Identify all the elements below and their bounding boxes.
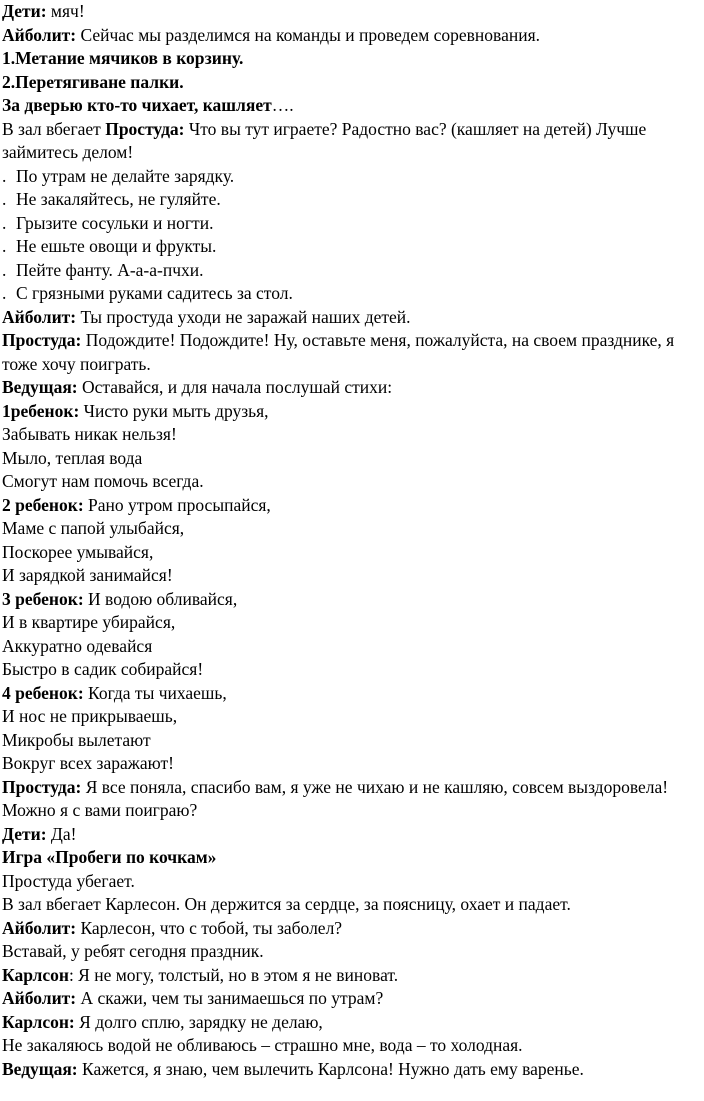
- list-item: [2, 235, 702, 259]
- line-child-3: [2, 588, 702, 612]
- line-text: Кажется, я знаю, чем вылечить Карлсона! Нужно дать ему варенье.: [77, 1058, 584, 1079]
- poem-line: И нос не прикрываешь,: [2, 706, 178, 726]
- speaker: Айболит:: [2, 917, 77, 938]
- line-text: : Я не могу, толстый, но в этом я не виноват.: [68, 964, 399, 985]
- poem-line: Мыло, теплая вода: [2, 447, 143, 468]
- line-sneezing-behind-door: [2, 94, 702, 118]
- heading-game: Игра «Пробеги по кочкам»: [2, 847, 217, 867]
- line-child-1: [2, 400, 702, 424]
- line-text: Сейчас мы разделимся на команды и проведем соревнования.: [76, 24, 541, 45]
- line-text: Подождите! Подождите! Ну, оставьте меня, пожалуйста, на своем празднике, я: [81, 330, 675, 350]
- list-item-text: Пейте фанту. А-а-а-пчхи.: [16, 259, 204, 280]
- heading-stick-pulling: 2.Перетягиване палки.: [2, 71, 184, 92]
- line-host-jam: [2, 1058, 702, 1082]
- list-item-text: С грязными руками садитесь за стол.: [16, 283, 293, 303]
- list-item: [2, 165, 702, 189]
- speaker: Дети:: [2, 823, 47, 844]
- speaker: 3 ребенок:: [2, 588, 84, 609]
- line-cold-enters: [2, 118, 702, 142]
- line-aibolit-teams: [2, 24, 702, 48]
- line-text: Когда ты чихаешь,: [83, 682, 227, 703]
- poem-line: Микробы вылетают: [2, 729, 151, 750]
- line-text: Карлесон, что с тобой, ты заболел?: [76, 917, 343, 938]
- line-child-4: [2, 682, 702, 706]
- list-item-text: Не закаляйтесь, не гуляйте.: [16, 189, 221, 209]
- bullet-mark: .: [2, 236, 7, 256]
- line-text: Оставайся, и для начала послушай стихи:: [77, 377, 393, 397]
- bullet-mark: .: [2, 283, 7, 303]
- line-text: Что вы тут играете? Радостно вас? (кашляет на детей) Лучше: [184, 118, 647, 139]
- speaker: Простуда:: [2, 330, 82, 350]
- list-item: [2, 188, 702, 212]
- list-item: [2, 212, 702, 236]
- line-aibolit-carlson: [2, 917, 702, 941]
- line-continuation: Не закаляюсь водой не обливаюсь – страшно мне, вода – то холодная.: [2, 1035, 523, 1055]
- line-host-poems: [2, 376, 702, 400]
- line-continuation: тоже хочу поиграть.: [2, 353, 151, 374]
- speaker: Ведущая:: [2, 377, 78, 397]
- speaker: 4 ребенок:: [2, 682, 84, 703]
- stage-direction: Простуда убегает.: [2, 870, 135, 891]
- line-aibolit-mornings: [2, 987, 702, 1011]
- line-text: И водою обливайся,: [83, 588, 238, 609]
- list-item-text: Грызите сосульки и ногти.: [16, 212, 214, 233]
- bullet-mark: .: [2, 259, 7, 280]
- line-cold-recovered: [2, 776, 702, 800]
- bullet-mark: .: [2, 212, 7, 233]
- stage-direction: В зал вбегает Карлесон. Он держится за сердце, за поясницу, охает и падает.: [2, 894, 571, 914]
- poem-line: Смогут нам помочь всегда.: [2, 471, 204, 491]
- list-item: [2, 259, 702, 283]
- line-cold-wait: [2, 329, 702, 353]
- speaker: 2 ребенок:: [2, 494, 84, 515]
- speaker: Простуда:: [2, 776, 82, 797]
- line-text: Рано утром просыпайся,: [83, 494, 271, 515]
- poem-line: Быстро в садик собирайся!: [2, 659, 204, 679]
- bullet-mark: .: [2, 165, 7, 186]
- line-text: А скажи, чем ты занимаешься по утрам?: [76, 988, 384, 1008]
- line-continuation: Вставай, у ребят сегодня праздник.: [2, 941, 264, 961]
- line-text: Я долго сплю, зарядку не делаю,: [74, 1011, 323, 1032]
- stage-direction: За дверью кто-то чихает, кашляет: [2, 95, 272, 115]
- line-text: мяч!: [46, 1, 85, 21]
- line-text: Я все поняла, спасибо вам, я уже не чихаю и не кашляю, совсем выздоровела!: [81, 776, 669, 797]
- ellipsis: ….: [271, 95, 294, 115]
- poem-line: Маме с папой улыбайся,: [2, 518, 185, 538]
- poem-line: И зарядкой занимайся!: [2, 565, 173, 585]
- bullet-mark: .: [2, 189, 7, 209]
- speaker: 1ребенок:: [2, 400, 80, 421]
- line-text: Чисто руки мыть друзья,: [79, 400, 269, 421]
- line-carlson-cannot: [2, 964, 702, 988]
- speaker: Айболит:: [2, 24, 77, 45]
- speaker: Карлсон: [2, 964, 69, 985]
- speaker: Карлсон:: [2, 1011, 75, 1032]
- speaker: Айболит:: [2, 306, 77, 327]
- list-item: [2, 282, 702, 306]
- poem-line: Аккуратно одевайся: [2, 635, 153, 656]
- heading-ball-throwing: 1.Метание мячиков в корзину.: [2, 48, 244, 68]
- line-continuation: займитесь делом!: [2, 142, 134, 162]
- speaker: Ведущая:: [2, 1058, 78, 1079]
- line-child-2: [2, 494, 702, 518]
- line-carlson-sleep: [2, 1011, 702, 1035]
- list-item-text: По утрам не делайте зарядку.: [16, 165, 235, 186]
- list-item-text: Не ешьте овощи и фрукты.: [16, 236, 217, 256]
- line-children-yes: [2, 823, 702, 847]
- poem-line: Забывать никак нельзя!: [2, 424, 177, 444]
- poem-line: Поскорее умывайся,: [2, 541, 154, 562]
- line-text: Ты простуда уходи не заражай наших детей.: [76, 306, 411, 327]
- speaker: Простуда:: [105, 118, 185, 139]
- line-continuation: Можно я с вами поиграю?: [2, 800, 198, 820]
- line-children-ball: [2, 0, 702, 24]
- speaker: Айболит:: [2, 988, 77, 1008]
- line-prefix: В зал вбегает: [2, 118, 106, 139]
- poem-line: И в квартире убирайся,: [2, 612, 176, 632]
- line-aibolit-cold-leave: [2, 306, 702, 330]
- poem-line: Вокруг всех заражают!: [2, 753, 174, 773]
- speaker: Дети:: [2, 1, 47, 21]
- line-text: Да!: [46, 823, 77, 844]
- document-page: [2, 0, 702, 1081]
